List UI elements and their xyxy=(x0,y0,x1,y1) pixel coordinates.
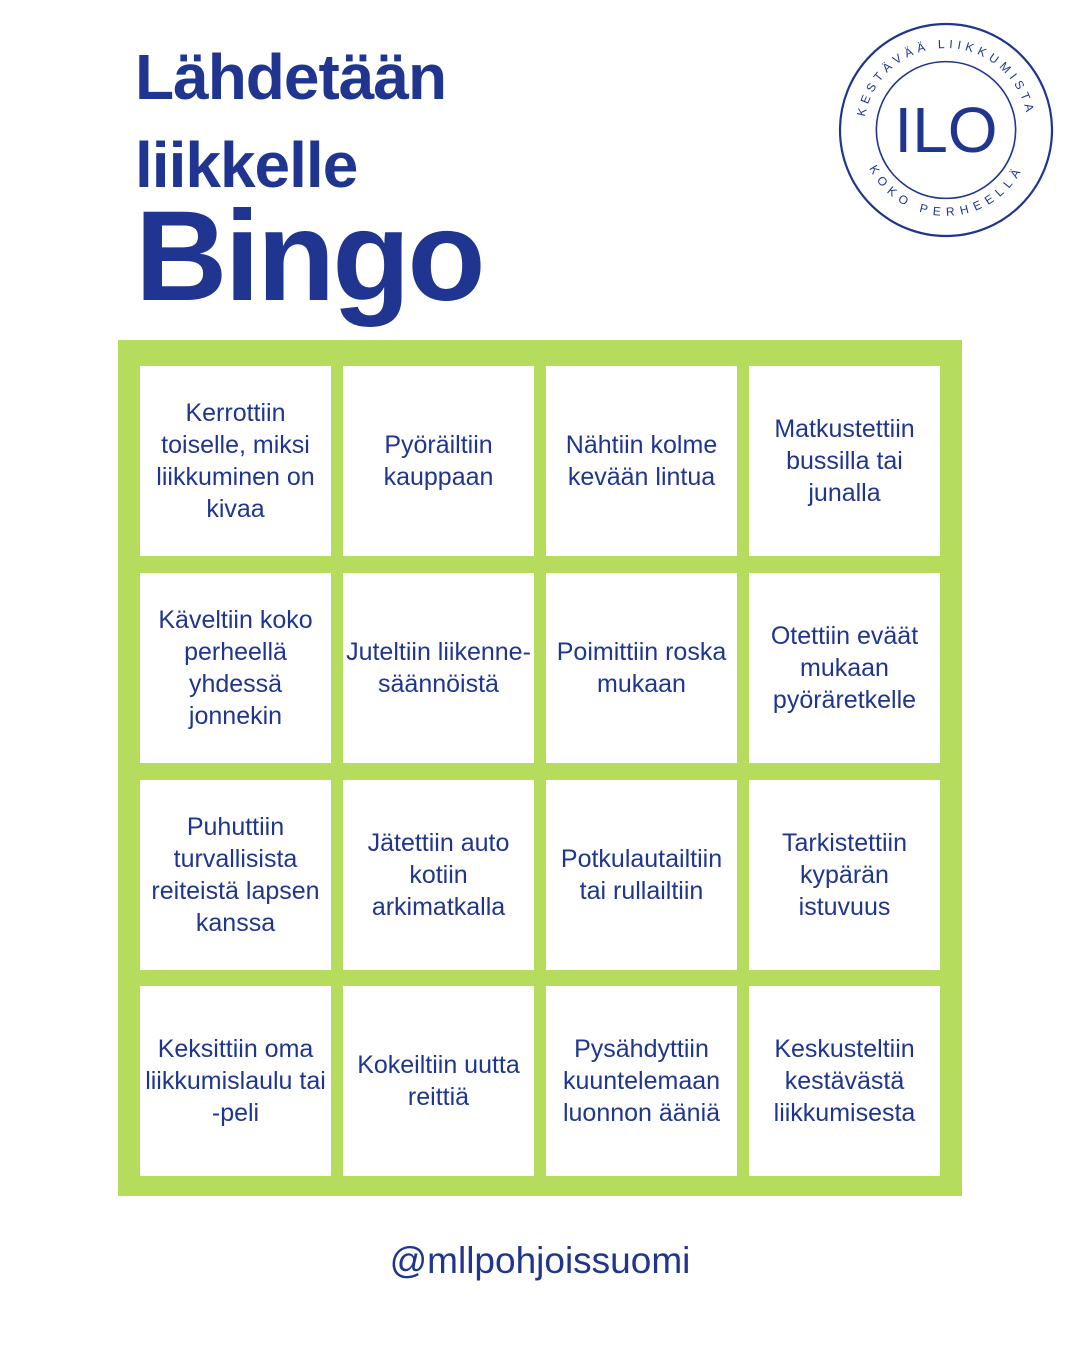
bingo-cell-text: Käveltiin koko perheellä yhdessä jonnekin xyxy=(158,606,313,730)
bingo-cell-text: Matkustettiin bussilla tai junalla xyxy=(774,415,915,507)
bingo-cell-text: Nähtiin kolme kevään lintua xyxy=(565,431,718,491)
bingo-cell-text: Kokeiltiin uutta reittiä xyxy=(357,1051,520,1111)
ilo-logo xyxy=(838,22,1054,238)
bingo-cell-text: Otettiin eväät mukaan pyöräretkelle xyxy=(770,622,919,714)
bingo-cell[interactable] xyxy=(749,986,940,1176)
bingo-cell[interactable] xyxy=(140,366,331,556)
bingo-cell-text: Tarkistettiin kypärän istuvuus xyxy=(781,829,908,921)
title-bingo: Bingo xyxy=(135,185,483,328)
bingo-cell[interactable] xyxy=(546,780,737,970)
logo-top-text: KESTÄVÄÄ LIIKKUMISTA xyxy=(854,36,1038,118)
logo-center-text: ILO xyxy=(894,94,998,166)
bingo-cell-text: Juteltiin liikenne-säännöistä xyxy=(346,638,531,698)
bingo-cell-text: Keksittiin oma liikkumislaulu tai -peli xyxy=(145,1035,326,1127)
title-line-2: liikkelle xyxy=(135,129,358,201)
bingo-cell-text: Jätettiin auto kotiin arkimatkalla xyxy=(367,829,510,921)
bingo-cell-text: Potkulautailtiin tai rullailtiin xyxy=(560,845,723,905)
bingo-cell[interactable] xyxy=(140,780,331,970)
bingo-cell[interactable] xyxy=(343,986,534,1176)
logo-bottom-text: KOKO PERHEELLÄ xyxy=(866,162,1026,220)
bingo-cell-text: Puhuttiin turvallisista reiteistä lapsen kanssa xyxy=(151,813,320,937)
bingo-cell[interactable] xyxy=(343,573,534,763)
ilo-logo-svg xyxy=(838,22,1054,238)
social-handle: @mllpohjoissuomi xyxy=(389,1240,691,1281)
bingo-cell[interactable] xyxy=(140,573,331,763)
bingo-cell[interactable] xyxy=(140,986,331,1176)
bingo-cell[interactable] xyxy=(749,573,940,763)
bingo-cell[interactable] xyxy=(546,986,737,1176)
bingo-cell[interactable] xyxy=(343,780,534,970)
bingo-cell[interactable] xyxy=(546,573,737,763)
bingo-cell-text: Pyöräiltiin kauppaan xyxy=(383,431,494,491)
bingo-cell-text: Pysähdyttiin kuuntelemaan luonnon ääniä xyxy=(562,1035,721,1127)
bingo-board xyxy=(118,340,962,1196)
bingo-cell[interactable] xyxy=(546,366,737,556)
bingo-cell[interactable] xyxy=(343,366,534,556)
bingo-cell[interactable] xyxy=(749,780,940,970)
bingo-cell[interactable] xyxy=(749,366,940,556)
title-line-1: Lähdetään xyxy=(135,41,447,113)
bingo-cell-text: Kerrottiin toiselle, miksi liikkuminen on kivaa xyxy=(156,399,315,523)
bingo-cell-text: Poimittiin roska mukaan xyxy=(556,638,727,698)
bingo-cell-text: Keskusteltiin kestävästä liikkumisesta xyxy=(773,1035,916,1127)
